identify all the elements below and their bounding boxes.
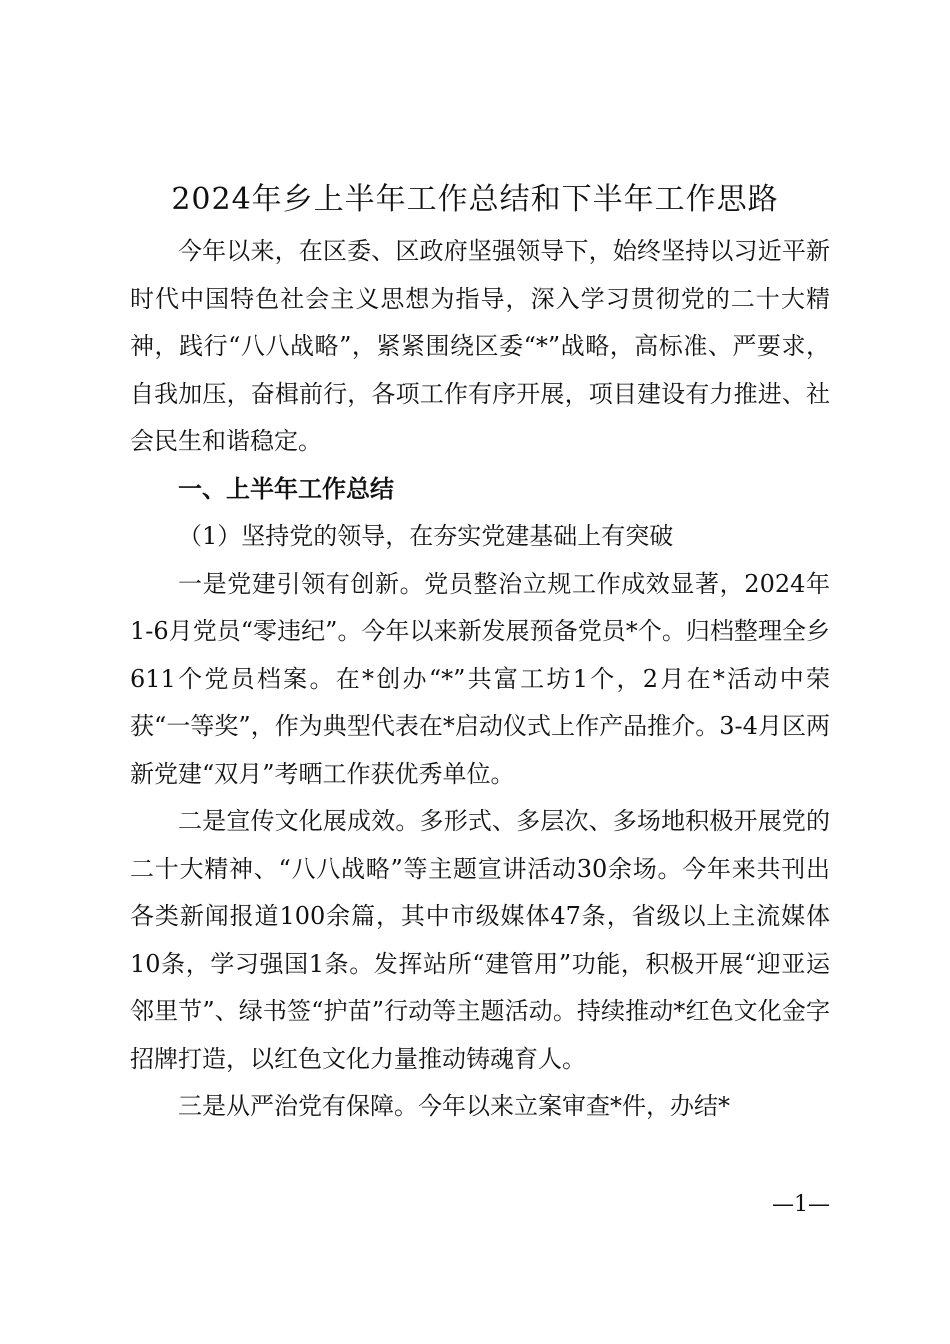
party-building-paragraph: 一是党建引领有创新。党员整治立规工作成效显著，2024年1-6月党员“零违纪”。今年以来新发展预备党员*个。归档整理全乡611个党员档案。在*创办“*”共富工坊1个，2月在*活动中荣获“一等奖”，作为典型代表在*启动仪式上作产品推介。3-4月区两新党建“双月”考晒工作获优秀单位。 [130, 569, 830, 788]
subsection-heading: （1）坚持党的领导，在夯实党建基础上有突破 [178, 522, 674, 550]
section-heading: 一、上半年工作总结 [178, 474, 394, 503]
page-number: —1— [772, 1192, 830, 1217]
document-title: 2024年乡上半年工作总结和下半年工作思路 [171, 182, 779, 217]
document-body [130, 228, 830, 1131]
intro-paragraph: 今年以来，在区委、区政府坚强领导下，始终坚持以习近平新时代中国特色社会主义思想为指导，深入学习贯彻党的二十大精神，践行“八八战略”，紧紧围绕区委“*”战略，高标准、严要求，自我加压，奋楫前行，各项工作有序开展，项目建设有力推进、社会民生和谐稳定。 [130, 237, 830, 455]
publicity-culture-paragraph: 二是宣传文化展成效。多形式、多层次、多场地积极开展党的二十大精神、“八八战略”等主题宣讲活动30余场。今年来共刊出各类新闻报道100余篇，其中市级媒体47条，省级以上主流媒体10条，学习强国1条。发挥站所“建管用”功能，积极开展“迎亚运邻里节”、绿书签“护苗”行动等主题活动。持续推动*红色文化金字招牌打造，以红色文化力量推动铸魂育人。 [130, 807, 830, 1073]
party-discipline-paragraph: 三是从严治党有保障。今年以来立案审查*件，办结* [178, 1092, 730, 1120]
